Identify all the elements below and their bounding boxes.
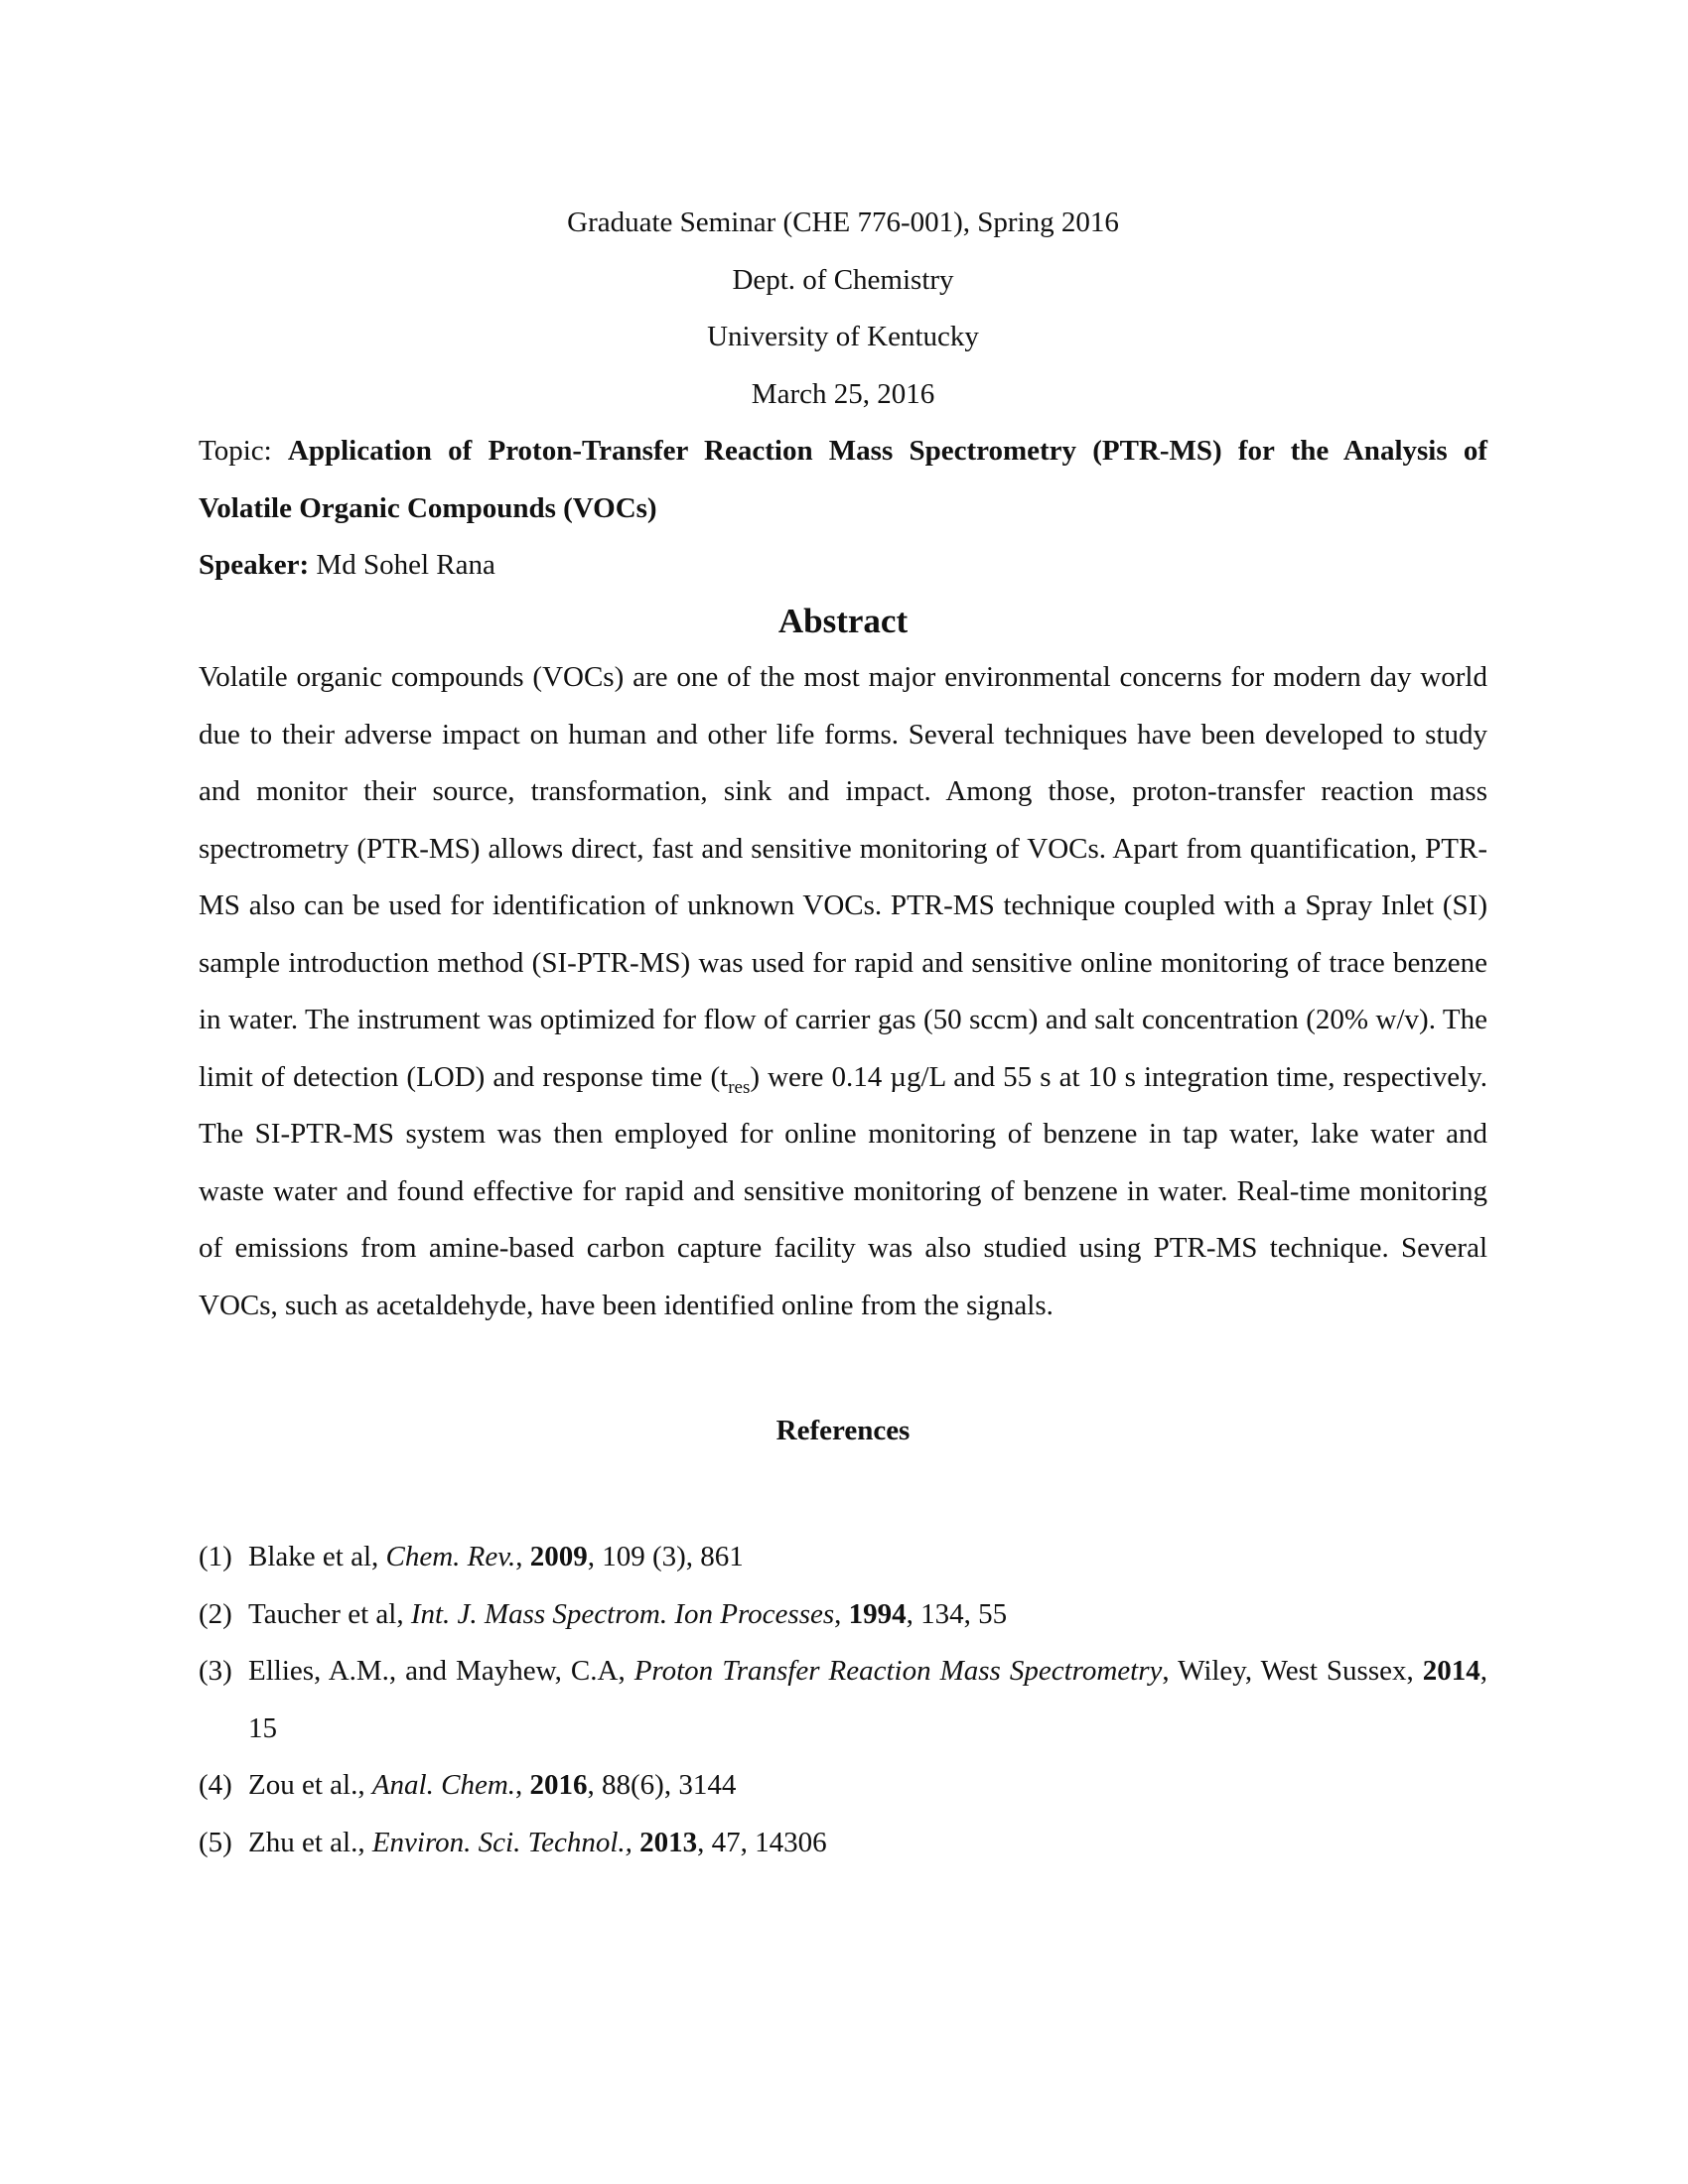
reference-details: , 47, 14306 [697,1826,827,1858]
reference-item-5 [199,1815,1487,1872]
reference-number: (1) [199,1541,232,1572]
reference-journal: Proton Transfer Reaction Mass Spectrometry [633,1655,1163,1687]
reference-number: (5) [199,1826,232,1858]
references-list [199,1529,1487,1871]
reference-separator: , [515,1769,530,1801]
reference-item-1 [199,1529,1487,1586]
reference-authors: Zou et al., [248,1769,372,1801]
reference-authors: Ellies, A.M., and Mayhew, C.A, [248,1655,634,1687]
reference-details: , 88(6), 3144 [587,1769,737,1801]
speaker-line [199,537,1487,595]
reference-item-4 [199,1757,1487,1815]
reference-number: (2) [199,1597,232,1630]
reference-year: 2009 [529,1541,588,1572]
speaker-label: Speaker: [199,549,310,581]
abstract-body [199,649,1487,1334]
document-page [199,195,1487,1871]
seminar-course-line: Graduate Seminar (CHE 776-001), Spring 2016 [567,206,1119,238]
reference-item-3 [199,1643,1487,1757]
date-line: March 25, 2016 [751,377,935,410]
reference-journal: Environ. Sci. Technol., [371,1826,633,1858]
reference-separator: , [834,1597,849,1630]
abstract-text-part2: ) were 0.14 µg/L and 55 s at 10 s integration time, respectively. The SI-PTR-MS system was then employed for online monitoring of benzene in tap water, lake water and waste water and found effective for rapid and sensitive monitoring of benzene in water. Real-time monitoring of emissions from amine-based carbon capture facility was also studied using PTR-MS technique. Several VOCs, such as acetaldehyde, have been identified online from the signals. [199,1060,1487,1321]
reference-year: 2016 [529,1769,588,1801]
reference-authors: Blake et al, [248,1541,386,1572]
reference-year: 2013 [639,1826,698,1858]
reference-details: , 134, 55 [906,1597,1008,1630]
reference-details: , 15 [248,1655,1487,1744]
seminar-header [199,195,1487,423]
abstract-subscript: res [728,1076,751,1098]
topic-line [199,423,1487,537]
university-line: University of Kentucky [707,321,979,352]
reference-authors: Zhu et al., [248,1826,372,1858]
reference-separator: , [515,1541,530,1572]
reference-journal: Int. J. Mass Spectrom. Ion Processes [410,1597,835,1630]
reference-year: 1994 [848,1597,907,1630]
department-line: Dept. of Chemistry [732,263,954,296]
reference-separator: , Wiley, West Sussex, [1162,1655,1423,1687]
reference-authors: Taucher et al, [248,1597,411,1630]
reference-details: , 109 (3), 861 [587,1541,744,1572]
speaker-name: Md Sohel Rana [309,549,495,581]
abstract-heading: Abstract [777,601,909,640]
topic-label: Topic: [199,435,288,467]
reference-year: 2014 [1422,1655,1480,1687]
reference-item-2 [199,1586,1487,1644]
reference-number: (4) [199,1769,232,1801]
reference-number: (3) [199,1655,232,1687]
references-heading: References [775,1415,911,1446]
reference-journal: Chem. Rev. [385,1541,516,1572]
abstract-text-part1: Volatile organic compounds (VOCs) are one of the most major environmental concerns for modern day world due to their adverse impact on human and other life forms. Several techniques have been developed to study and monitor their source, transformation, sink and impact. Among those, proton-transfer reaction mass spectrometry (PTR-MS) allows direct, fast and sensitive monitoring of VOCs. Apart from quantification, PTR-MS also can be used for identification of unknown VOCs. PTR-MS technique coupled with a Spray Inlet (SI) sample introduction method (SI-PTR-MS) was used for rapid and sensitive online monitoring of trace benzene in water. The instrument was optimized for flow of carrier gas (50 sccm) and salt concentration (20% w/v). The limit of detection (LOD) and response time (t [199,661,1487,1093]
reference-journal: Anal. Chem. [371,1769,516,1801]
topic-title: Application of Proton-Transfer Reaction Mass Spectrometry (PTR-MS) for the Analysis of Volatile Organic Compounds (VOCs) [199,435,1487,524]
